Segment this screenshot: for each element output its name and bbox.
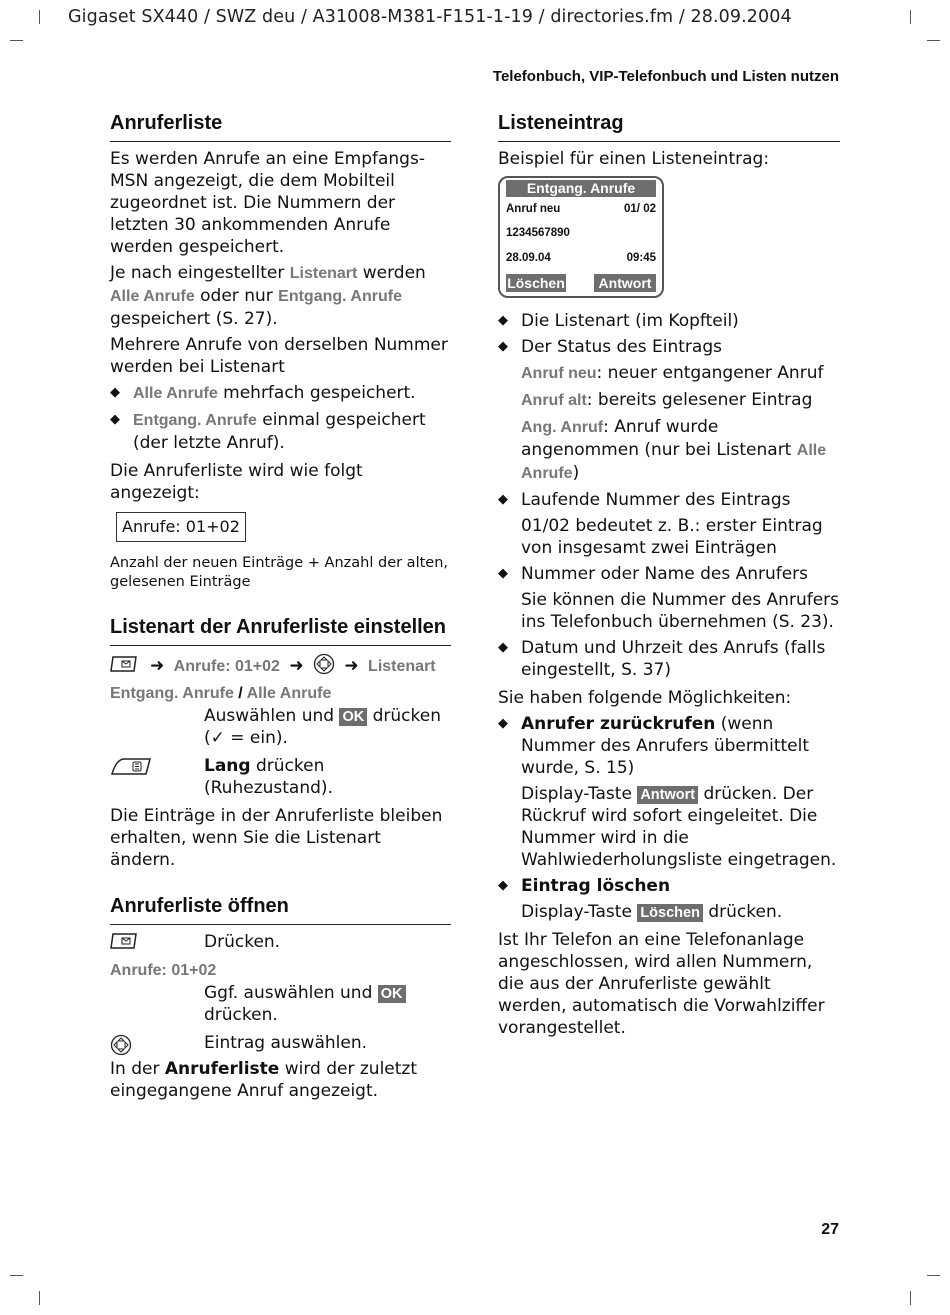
option-item: ◆ Eintrag löschen xyxy=(498,875,840,897)
display-row: Anruf neu 01/ 02 xyxy=(506,203,656,215)
list-item-desc: Sie können die Nummer des Anrufers ins Telefonbuch übernehmen (S. 23). xyxy=(521,590,840,632)
paragraph: Die Anruferliste wird wie folgt angezeigt: xyxy=(110,461,363,503)
softkey-loeschen[interactable]: Löschen xyxy=(507,275,565,291)
caption: Anzahl der neuen Einträge + Anzahl der alten, gelesenen Einträge xyxy=(110,555,449,590)
section-title-listenart: Listenart der Anruferliste einstellen xyxy=(110,614,451,646)
arrow-right-icon: ➜ xyxy=(150,656,165,676)
ok-key: OK xyxy=(339,708,367,726)
nav-key-icon xyxy=(313,653,335,681)
paragraph: Mehrere Anrufe von derselben Nummer werden bei Listenart xyxy=(110,335,448,377)
step-row: Eintrag auswählen. xyxy=(110,1032,451,1054)
phone-display xyxy=(498,176,664,298)
arrow-right-icon: ➜ xyxy=(344,656,359,676)
paragraph: Ist Ihr Telefon an eine Telefonanlage angeschlossen, wird allen Nummern, die aus der Anruferliste gewählt werden, automatisch die Vorwahlziffer vorangestellet. xyxy=(498,930,825,1038)
status-desc: Ang. Anruf: Anruf wurde angenommen (nur bei Listenart Alle Anrufe) xyxy=(521,417,827,483)
status-desc: Anruf neu: neuer entgangener Anruf xyxy=(521,363,824,383)
menu-path: ➜ Anrufe: 01+02 ➜ ➜ Listenart xyxy=(110,652,451,678)
crop-mark xyxy=(910,10,911,24)
section-title-anruferliste: Anruferliste xyxy=(110,110,451,142)
crop-mark xyxy=(927,40,940,41)
nav-key-icon xyxy=(110,1034,132,1062)
arrow-right-icon: ➜ xyxy=(289,656,304,676)
menu-key-icon xyxy=(110,656,138,678)
paragraph: Die Einträge in der Anruferliste bleiben erhalten, wenn Sie die Listenart ändern. xyxy=(110,806,443,870)
list-item: ◆ Laufende Nummer des Eintrags xyxy=(498,489,840,511)
option-desc: Display-Taste Löschen drücken. xyxy=(521,902,783,922)
menu-key-icon xyxy=(110,933,138,955)
antwort-key: Antwort xyxy=(637,786,698,804)
crop-mark xyxy=(910,1291,911,1305)
left-column xyxy=(110,110,451,1102)
paragraph: Es werden Anrufe an eine Empfangs-MSN angezeigt, die dem Mobilteil zugeordnet ist. Die Nummern der letzten 30 ankommenden Anrufe werden gespeichert. xyxy=(110,149,425,257)
menu-entry: Anrufe: 01+02 xyxy=(110,962,217,979)
list-item: ◆ Der Status des Eintrags xyxy=(498,336,840,358)
step-row: Auswählen und OK drücken (✓ = ein). xyxy=(204,706,441,748)
paragraph: Je nach eingestellter Listenart werden Alle Anrufe oder nur Entgang. Anrufe gespeichert (S. 27). xyxy=(110,263,426,329)
ok-key: OK xyxy=(378,985,406,1003)
step-row: Drücken. xyxy=(110,931,451,953)
running-head: Telefonbuch, VIP-Telefonbuch und Listen nutzen xyxy=(492,68,839,85)
list-item-desc: 01/02 bedeutet z. B.: erster Eintrag von insgesamt zwei Einträgen xyxy=(521,516,823,558)
loeschen-key: Löschen xyxy=(637,904,703,922)
section-title-oeffnen: Anruferliste öffnen xyxy=(110,893,451,925)
crop-mark xyxy=(39,10,40,24)
display-title: Entgang. Anrufe xyxy=(506,180,656,197)
list-item: ◆ Entgang. Anrufe einmal gespeichert (der letzte Anruf). xyxy=(110,409,451,454)
step-row: Lang drücken (Ruhezustand). xyxy=(110,755,451,799)
option-desc: Display-Taste Antwort drücken. Der Rückruf wird sofort eingeleitet. Die Nummer wird in die Wahlwiederholungsliste eingetragen. xyxy=(521,784,837,870)
list-item: ◆ Die Listenart (im Kopfteil) xyxy=(498,310,840,332)
step-row: Ggf. auswählen und OK drücken. xyxy=(110,982,451,1026)
end-call-key-icon xyxy=(110,757,152,781)
paragraph: In der Anruferliste wird der zuletzt eingegangene Anruf angezeigt. xyxy=(110,1059,418,1101)
display-box: Anrufe: 01+02 xyxy=(116,512,246,542)
section-title-listeneintrag: Listeneintrag xyxy=(498,110,840,142)
option-item: ◆ Anrufer zurückrufen (wenn Nummer des Anrufers übermittelt wurde, S. 15) xyxy=(498,713,840,779)
crop-mark xyxy=(39,1291,40,1305)
list-item: ◆ Alle Anrufe mehrfach gespeichert. xyxy=(110,382,451,405)
softkey-antwort[interactable]: Antwort xyxy=(594,274,656,292)
document-header: Gigaset SX440 / SWZ deu / A31008-M381-F151-1-19 / directories.fm / 28.09.2004 xyxy=(68,7,792,27)
display-row: 1234567890 xyxy=(506,227,570,239)
right-column xyxy=(498,110,840,1039)
crop-mark xyxy=(927,1275,940,1276)
status-desc: Anruf alt: bereits gelesener Eintrag xyxy=(521,390,813,410)
list-item: ◆ Nummer oder Name des Anrufers xyxy=(498,563,840,585)
paragraph: Sie haben folgende Möglichkeiten: xyxy=(498,688,792,708)
crop-mark xyxy=(10,40,23,41)
list-item: ◆ Datum und Uhrzeit des Anrufs (falls eingestellt, S. 37) xyxy=(498,637,840,681)
crop-mark xyxy=(10,1275,23,1276)
menu-options: Entgang. Anrufe / Alle Anrufe xyxy=(110,685,332,702)
display-row: 28.09.04 09:45 xyxy=(506,252,656,264)
paragraph: Beispiel für einen Listeneintrag: xyxy=(498,149,770,169)
page-number: 27 xyxy=(821,1221,839,1238)
